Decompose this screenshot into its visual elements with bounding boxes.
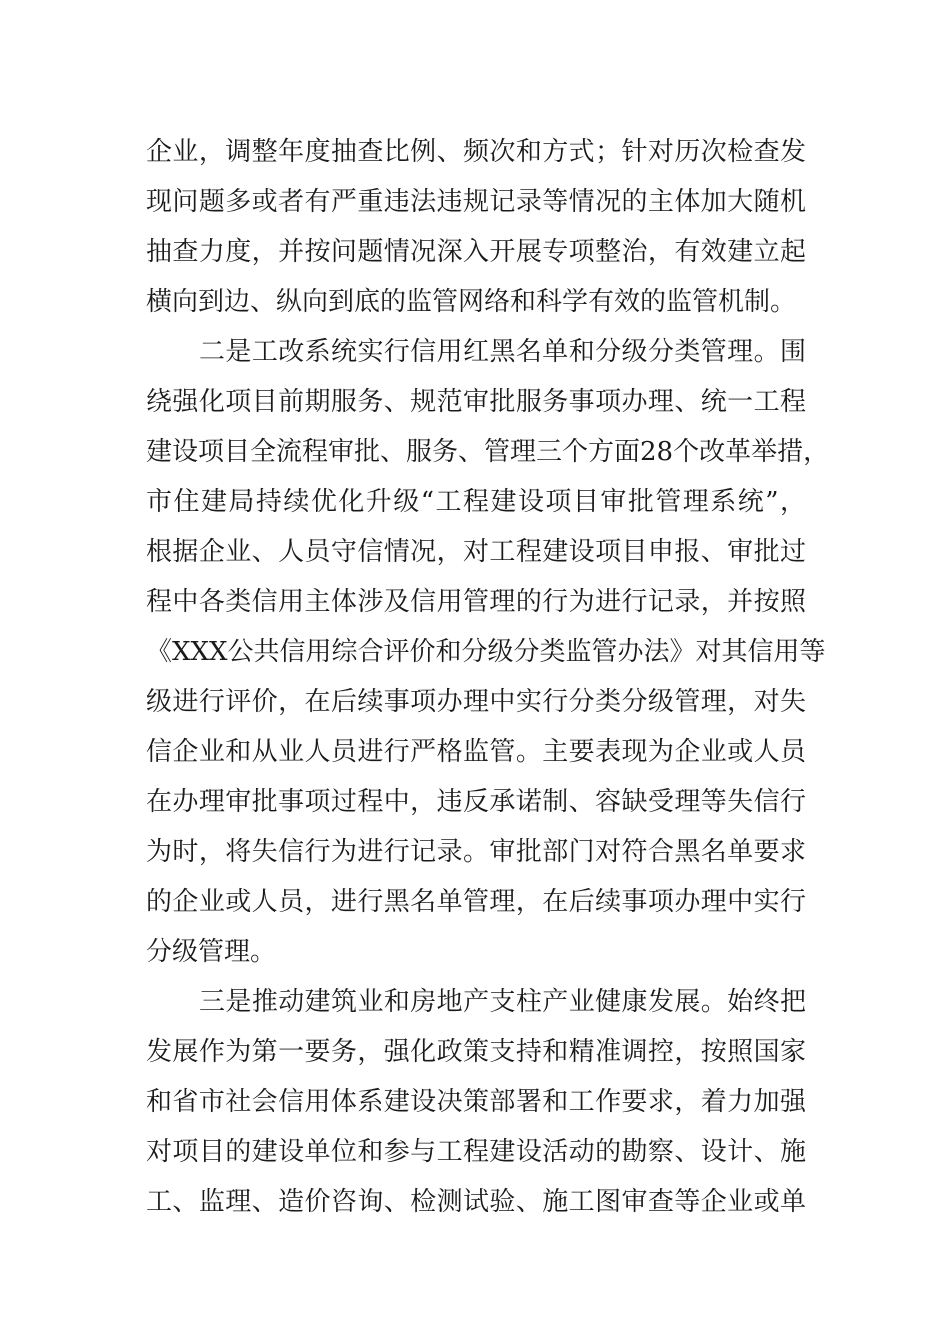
text-line: 级进行评价，在后续事项办理中实行分类分级管理，对失 bbox=[146, 687, 806, 717]
text-line: 市住建局持续优化升级“工程建设项目审批管理系统”， bbox=[146, 487, 806, 517]
text-line: 在办理审批事项过程中，违反承诺制、容缺受理等失信行 bbox=[146, 787, 806, 817]
text-line: 分级管理。 bbox=[146, 937, 277, 967]
text-line: 横向到边、纵向到底的监管网络和科学有效的监管机制。 bbox=[146, 287, 797, 317]
text-line: 《XXX公共信用综合评价和分级分类监管办法》对其信用等 bbox=[146, 637, 826, 667]
text-line: 抽查力度，并按问题情况深入开展专项整治，有效建立起 bbox=[146, 237, 806, 267]
text-line: 企业，调整年度抽查比例、频次和方式；针对历次检查发 bbox=[146, 137, 806, 167]
text-line: 建设项目全流程审批、服务、管理三个方面28个改革举措， bbox=[146, 437, 830, 467]
paragraph-2-first-line: 二是工改系统实行信用红黑名单和分级分类管理。围 bbox=[199, 337, 806, 367]
text-line: 和省市社会信用体系建设决策部署和工作要求，着力加强 bbox=[146, 1087, 806, 1117]
text-line: 对项目的建设单位和参与工程建设活动的勘察、设计、施 bbox=[146, 1137, 806, 1167]
text-line: 根据企业、人员守信情况，对工程建设项目申报、审批过 bbox=[146, 537, 806, 567]
text-line: 发展作为第一要务，强化政策支持和精准调控，按照国家 bbox=[146, 1037, 806, 1067]
text-line: 信企业和从业人员进行严格监管。主要表现为企业或人员 bbox=[146, 737, 806, 767]
text-line: 现问题多或者有严重违法违规记录等情况的主体加大随机 bbox=[146, 187, 806, 217]
text-line: 工、监理、造价咨询、检测试验、施工图审查等企业或单 bbox=[146, 1187, 806, 1217]
text-line: 为时，将失信行为进行记录。审批部门对符合黑名单要求 bbox=[146, 837, 806, 867]
text-line: 程中各类信用主体涉及信用管理的行为进行记录，并按照 bbox=[146, 587, 806, 617]
text-line: 绕强化项目前期服务、规范审批服务事项办理、统一工程 bbox=[146, 387, 806, 417]
text-line: 的企业或人员，进行黑名单管理，在后续事项办理中实行 bbox=[146, 887, 806, 917]
paragraph-3-first-line: 三是推动建筑业和房地产支柱产业健康发展。始终把 bbox=[199, 987, 806, 1017]
